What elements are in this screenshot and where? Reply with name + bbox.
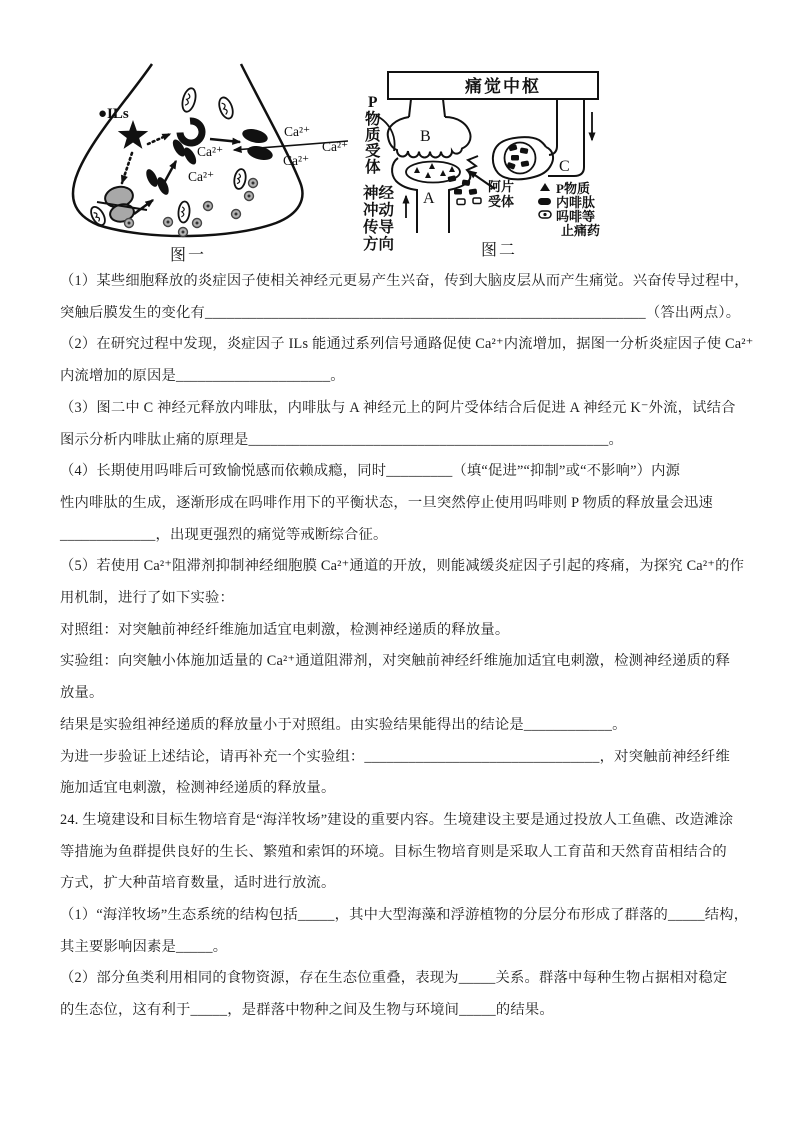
question-line: 放量。 xyxy=(60,685,104,702)
impulse-direction-vertical-label xyxy=(362,183,395,253)
figure1-synapse-diagram xyxy=(73,64,348,264)
signal-arrow-right xyxy=(148,134,170,144)
svg-text:受: 受 xyxy=(365,143,381,160)
endorphin-vesicle-content xyxy=(506,144,529,170)
question-line: 内流增加的原因是_____________________。 xyxy=(60,368,345,385)
svg-text:冲动: 冲动 xyxy=(363,202,395,219)
legend-endorphin-icon xyxy=(538,198,551,205)
question-line: （3）图二中 C 神经元释放内啡肽，内啡肽与 A 神经元上的阿片受体结合后促进 A 神经元 K⁻外流，试结合 xyxy=(60,399,736,416)
svg-text:P: P xyxy=(368,94,378,111)
question-line: 的生态位，这有利于_____，是群落中物种之间及生物与环境间_____的结果。 xyxy=(60,1002,554,1019)
question-line: 结果是实验组神经递质的释放量小于对照组。由实验结果能得出的结论是____________。 xyxy=(60,716,627,733)
question-line: （5）若使用 Ca²⁺阻滞剂抑制神经细胞膜 Ca²⁺通道的开放，则能减缓炎症因子引起的疼痛，为探究 Ca²⁺的作 xyxy=(60,558,745,575)
ils-receptor-star-icon xyxy=(118,120,148,149)
fusing-vesicle-icon xyxy=(179,120,203,144)
figure2-legend xyxy=(538,181,600,238)
question-text-block xyxy=(60,266,790,1027)
ca-label-1: Ca²⁺ xyxy=(284,124,311,139)
svg-text:神经: 神经 xyxy=(363,185,395,202)
svg-text:物: 物 xyxy=(365,111,381,128)
question-line: 实验组：向突触小体施加适量的 Ca²⁺通道阻滞剂，对突触前神经纤维施加适宜电刺激，检测神经递质的释 xyxy=(60,653,731,670)
ca-label-5: Ca²⁺ xyxy=(188,169,215,184)
question-line: 等措施为鱼群提供良好的生长、繁殖和索饵的环境。目标生物培育则是采取人工育苗和天然育苗相结合的 xyxy=(60,843,727,860)
figure1-caption: 图一 xyxy=(170,247,207,264)
calcium-channel-icon xyxy=(241,127,274,163)
transport-arrow-1 xyxy=(134,200,153,214)
signal-arrow-down xyxy=(122,153,132,183)
question-line: 24. 生境建设和目标生物培育是“海洋牧场”建设的重要内容。生境建设主要是通过投放人工鱼礁、改造滩涂 xyxy=(60,811,734,828)
legend-endorphin: 内啡肽 xyxy=(556,195,596,210)
ils-label: ●ILs xyxy=(98,106,129,122)
question-line: （4）长期使用吗啡后可致愉悦感而依赖成瘾，同时_________（填“促进”“抑制”或“不影响”）内源 xyxy=(60,463,681,480)
legend-morphine-1: 吗啡等 xyxy=(556,209,596,224)
question-line: 用机制，进行了如下实验： xyxy=(60,590,234,607)
ca-label-4: Ca²⁺ xyxy=(197,144,224,159)
legend-p-substance: P物质 xyxy=(556,181,590,196)
svg-text:体: 体 xyxy=(365,159,381,176)
pain-center-label: 痛觉中枢 xyxy=(465,77,541,96)
question-line: 突触后膜发生的变化有____________________________________________________________（答出两点）。 xyxy=(60,304,741,321)
legend-triangle-icon xyxy=(540,183,550,191)
opioid-receptor-label-1: 阿片 xyxy=(488,179,515,194)
question-line: 对照组：对突触前神经纤维施加适宜电刺激，检测神经递质的释放量。 xyxy=(60,621,510,638)
figures-svg xyxy=(0,0,800,270)
question-line: （1）某些细胞释放的炎症因子使相关神经元更易产生兴奋，传到大脑皮层从而产生痛觉。兴奋传导过程中， xyxy=(60,273,749,289)
question-line: （1）“海洋牧场”生态系统的结构包括_____，其中大型海藻和浮游植物的分层分布形成了群落的_____结构， xyxy=(60,907,749,924)
neuron-c-shape xyxy=(493,99,584,179)
transport-arrow-2 xyxy=(164,161,176,183)
neuron-a-label: A xyxy=(423,190,435,207)
question-line: 为进一步验证上述结论，请再补充一个实验组：________________________________，对突触前神经纤维 xyxy=(60,748,731,765)
neuron-a-shape xyxy=(392,156,478,233)
question-line: （2）部分鱼类利用相同的食物资源，存在生态位重叠，表现为_____关系。群落中每种生物占据相对稳定 xyxy=(60,970,728,987)
figure-panel xyxy=(0,0,800,270)
p-substance-receptor-vertical-label xyxy=(365,94,381,176)
ca-label-3: Ca²⁺ xyxy=(283,153,310,168)
opioid-receptor-label-2: 受体 xyxy=(488,194,515,209)
neuron-b-label: B xyxy=(420,128,431,145)
svg-text:质: 质 xyxy=(365,127,381,144)
ca-label-2: Ca²⁺ xyxy=(322,139,349,154)
figure2-caption: 图二 xyxy=(481,242,518,259)
neuron-c-label: C xyxy=(559,158,570,175)
question-line: 其主要影响因素是_____。 xyxy=(60,938,228,955)
svg-text:传导: 传导 xyxy=(363,219,395,236)
figure2-pain-pathway-diagram xyxy=(362,72,600,259)
transport-arrow-3 xyxy=(210,139,240,142)
question-line: 施加适宜电刺激，检测神经递质的释放量。 xyxy=(60,780,336,797)
question-line: 方式，扩大种苗培育数量，适时进行放流。 xyxy=(60,875,336,892)
question-line: （2）在研究过程中发现，炎症因子 ILs 能通过系列信号通路促使 Ca²⁺内流增加，据图一分析炎症因子使 Ca²⁺ xyxy=(60,336,754,353)
question-line: _____________，出现更强烈的痛觉等戒断综合征。 xyxy=(60,526,388,543)
question-line: 性内啡肽的生成，逐渐形成在吗啡作用下的平衡状态，一旦突然停止使用吗啡则 P 物质的释放量会迅速 xyxy=(60,494,714,511)
svg-text:方向: 方向 xyxy=(363,236,395,253)
legend-morphine-2: 止痛药 xyxy=(561,223,601,238)
question-line: 图示分析内啡肽止痛的原理是_________________________________________________。 xyxy=(60,431,624,448)
